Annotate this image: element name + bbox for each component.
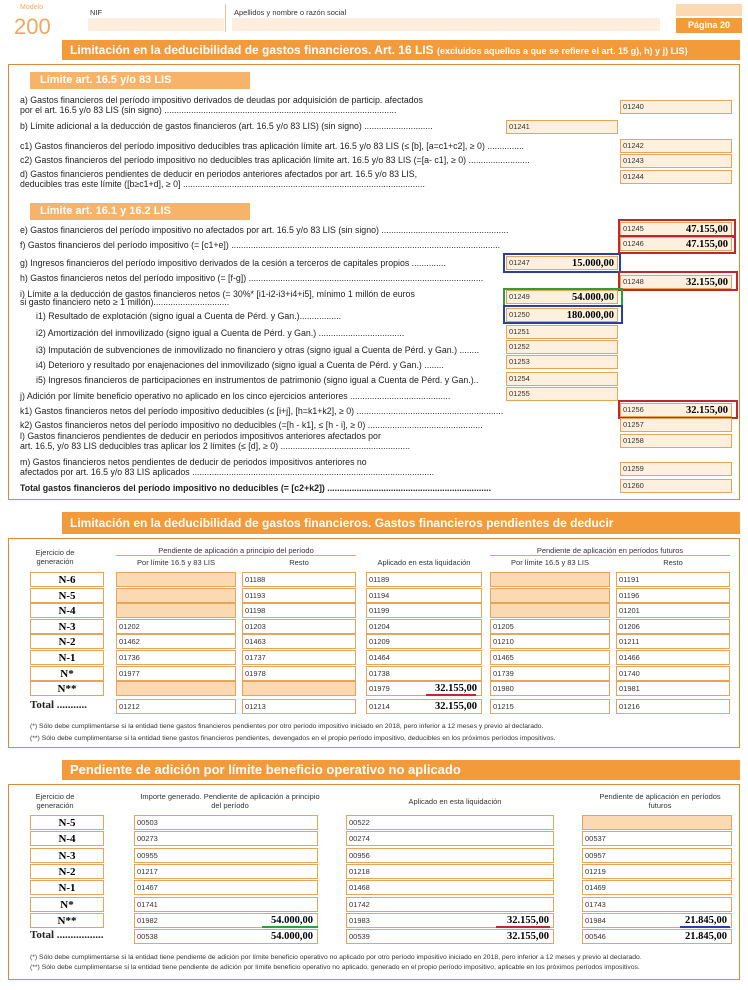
name-label: Apellidos y nombre o razón social — [234, 8, 347, 17]
field-01257[interactable]: 01257 — [620, 418, 732, 432]
year-N-2: N-2 — [30, 864, 104, 879]
s2-cell — [490, 572, 610, 587]
s2-hdr-resto2: Resto — [663, 558, 683, 567]
s2-cell[interactable] — [490, 666, 610, 681]
s2-hdr-pend-futuros: Pendiente de aplicación en períodos futuros — [490, 546, 730, 556]
field-code: 01189 — [369, 575, 390, 584]
field-code: 00537 — [585, 834, 606, 844]
field-01250[interactable]: 01250 180.000,00 — [506, 308, 618, 322]
s2-cell[interactable] — [242, 572, 356, 587]
row-l1: l) Gastos financieros pendientes de deducir en periodos impositivos anteriores afectados por — [20, 431, 381, 441]
field-code: 00538 — [137, 932, 158, 942]
field-code: 00957 — [585, 850, 606, 860]
s2-hdr-pend-inicio: Pendiente de aplicación a principio del período — [116, 546, 356, 556]
field-code: 01210 — [493, 637, 514, 647]
year-N-4: N-4 — [30, 603, 104, 618]
field-code: 01219 — [585, 866, 606, 876]
underline-01983 — [496, 926, 550, 928]
field-code: 01205 — [493, 621, 514, 631]
year-N-1: N-1 — [30, 650, 104, 665]
field-code: 01464 — [369, 653, 390, 662]
field-01240[interactable]: 01240 — [620, 100, 732, 114]
row-d1: d) Gastos financieros pendientes de deducir en periodos anteriores afectados por art. 16.5 y/o 83 LIS, — [20, 169, 418, 179]
field-01254[interactable]: 01254 — [506, 372, 618, 386]
value-total-2: 21.845,00 — [685, 931, 727, 943]
row-e: e) Gastos financieros del período impositivo no afectados por art. 16.5 y/o 83 LIS (sin signo) .................................................... — [20, 225, 509, 235]
s3-cell[interactable] — [134, 848, 318, 863]
field-01245[interactable]: 01245 47.155,00 — [620, 222, 732, 236]
s3-cell — [582, 815, 732, 830]
field-01247[interactable]: 01247 15.000,00 — [506, 256, 618, 270]
s2-cell[interactable] — [242, 634, 356, 649]
year-N-5: N-5 — [30, 815, 104, 830]
s3-hdr-importe: Importe generado. Pendiente de aplicación a principio del período — [140, 792, 320, 810]
row-m1: m) Gastos financieros netos pendientes de deducir de periodos impositivos anteriores no — [20, 457, 367, 467]
field-code: 00274 — [349, 834, 370, 844]
field-code: 01206 — [619, 621, 640, 631]
field-code: 01462 — [119, 637, 140, 647]
s3-cell[interactable] — [582, 897, 732, 912]
s3-cell[interactable] — [134, 864, 318, 879]
row-h: h) Gastos financieros netos del período impositivo (= [f-g]) ................................................................................................ — [20, 273, 484, 283]
s2-cell[interactable] — [490, 681, 610, 696]
year-N-6: N-6 — [30, 572, 104, 587]
s3-total-cell[interactable] — [134, 929, 318, 944]
field-code: 01196 — [619, 590, 640, 600]
field-code: 01982 — [137, 915, 158, 925]
underline-01979 — [426, 694, 476, 696]
field-01242[interactable]: 01242 — [620, 139, 732, 153]
s2-cell[interactable] — [242, 666, 356, 681]
s2-cell[interactable] — [366, 619, 482, 634]
field-code: 01203 — [245, 621, 266, 631]
field-01241[interactable]: 01241 — [506, 120, 618, 134]
year-Nstar*: N** — [30, 681, 104, 696]
s2-cell — [116, 681, 236, 696]
field-code: 01468 — [349, 883, 370, 893]
nif-label: NIF — [90, 8, 103, 17]
field-code: 01738 — [369, 668, 390, 678]
s3-cell[interactable] — [346, 880, 554, 895]
field-01253[interactable]: 01253 — [506, 355, 618, 369]
s2-cell[interactable] — [116, 650, 236, 665]
sub1-title: Límite art. 16.5 y/o 83 LIS — [30, 72, 250, 89]
field-01244[interactable]: 01244 — [620, 170, 732, 184]
field-code: 01465 — [493, 653, 514, 662]
s2-cell[interactable] — [366, 588, 482, 603]
value-01983: 32.155,00 — [507, 914, 549, 926]
s2-total-label: Total ........... — [30, 698, 88, 711]
s2-cell[interactable] — [366, 666, 482, 681]
s2-cell[interactable] — [366, 634, 482, 649]
value-01247: 15.000,00 — [572, 258, 614, 269]
s3-hdr-ejercicio: Ejercicio de generación — [35, 792, 75, 810]
value-01256: 32.155,00 — [686, 405, 728, 416]
s2-total-cell[interactable] — [242, 699, 356, 714]
s2-total-cell[interactable] — [116, 699, 236, 714]
row-c1: c1) Gastos financieros del período impositivo deducibles tras aplicación límite art. 16.5 y/o 83 LIS (≤ [b], [a=c1+c2], ≥ 0) ............... — [20, 141, 524, 151]
row-g: g) Ingresos financieros del período impositivo derivados de la cesión a terceros de capitales propios .............. — [20, 258, 446, 268]
value-total-1: 32.155,00 — [507, 931, 549, 943]
s2-cell[interactable] — [616, 588, 730, 603]
year-N-4: N-4 — [30, 831, 104, 846]
row-f: f) Gastos financieros del período impositivo (= [c1+e]) .............................................................................................................. — [20, 240, 501, 250]
field-01259[interactable]: 01259 — [620, 462, 732, 476]
row-m2: afectados por art. 16.5 y/o 83 LIS aplicados ................................................................................................... — [20, 467, 435, 477]
field-code: 01979 — [369, 684, 390, 694]
field-01243[interactable]: 01243 — [620, 154, 732, 168]
field-code: 01217 — [137, 866, 158, 876]
year-N-5: N-5 — [30, 588, 104, 603]
s2-cell[interactable] — [242, 588, 356, 603]
name-input[interactable] — [232, 18, 660, 31]
year-Nstar: N* — [30, 666, 104, 681]
s2-cell — [242, 681, 356, 696]
s3-cell[interactable] — [134, 815, 318, 830]
field-code: 00273 — [137, 834, 158, 844]
field-code: 01214 — [369, 701, 390, 711]
s2-cell[interactable] — [616, 650, 730, 665]
field-01252[interactable]: 01252 — [506, 340, 618, 354]
field-code: 01191 — [619, 575, 640, 584]
s3-cell[interactable] — [134, 880, 318, 895]
field-code: 00956 — [349, 850, 370, 860]
field-code: 01201 — [619, 606, 640, 616]
s2-cell[interactable] — [616, 666, 730, 681]
field-01260[interactable]: 01260 — [620, 479, 732, 493]
s2-cell[interactable] — [242, 603, 356, 618]
section1-title: Limitación en la deducibilidad de gastos financieros. Art. 16 LIS — [70, 43, 434, 57]
field-code: 01463 — [245, 637, 266, 647]
value-01984: 21.845,00 — [685, 914, 727, 926]
field-code: 01469 — [585, 883, 606, 893]
field-code: 01193 — [245, 590, 266, 600]
row-ii3: i3) Imputación de subvenciones de inmovilizado no financiero y otras (signo igual a Cuenta de Pérd. y Gan.) ........ — [36, 345, 480, 355]
field-01248[interactable]: 01248 32.155,00 — [620, 275, 732, 289]
highlight-01256 — [618, 400, 738, 419]
field-code: 01202 — [119, 621, 140, 631]
value-01245: 47.155,00 — [686, 224, 728, 235]
field-code: 01188 — [245, 575, 266, 584]
s3-total-label: Total ................. — [30, 929, 104, 942]
row-total: Total gastos financieros del período impositivo no deducibles (= [c2+k2]) ................................................................... — [20, 483, 492, 493]
row-a2: por el art. 16.5 y/o 83 LIS (sin signo) ............................................................................................... — [20, 105, 397, 115]
row-d2: deducibles tras este límite ([b≥c1+d], ≥ 0] ................................................................................................... — [20, 179, 425, 189]
field-code: 01977 — [119, 668, 140, 678]
highlight-01248 — [618, 271, 738, 291]
value-01246: 47.155,00 — [686, 239, 728, 250]
modelo-label: Modelo — [20, 4, 43, 11]
s2-cell[interactable] — [616, 572, 730, 587]
field-code: 00546 — [585, 932, 606, 942]
row-i2: si gasto financiero neto ≥ 1 millón)............................... — [20, 297, 230, 307]
year-N-2: N-2 — [30, 634, 104, 649]
s2-cell — [116, 572, 236, 587]
value-01248: 32.155,00 — [686, 277, 728, 288]
s3-cell[interactable] — [346, 815, 554, 830]
s3-cell[interactable] — [582, 880, 732, 895]
section1-title-note: (excluidos aquellos a que se refiere el art. 15 g), h) y j) LIS) — [436, 46, 688, 56]
s2-cell[interactable] — [366, 572, 482, 587]
field-code: 01978 — [245, 668, 266, 678]
field-code: 01198 — [245, 606, 266, 616]
field-code: 01742 — [349, 899, 370, 909]
value-01250: 180.000,00 — [566, 310, 614, 321]
field-code: 01466 — [619, 653, 640, 662]
field-code: 01981 — [619, 684, 640, 694]
field-code: 01211 — [619, 637, 640, 647]
s2-total-cell[interactable] — [366, 699, 482, 714]
s3-hdr-futuros: Pendiente de aplicación en períodos futuros — [599, 792, 721, 810]
value-01982: 54.000,00 — [271, 914, 313, 926]
s2-hdr-limite2: Por límite 16.5 y 83 LIS — [511, 558, 589, 567]
year-N-1: N-1 — [30, 880, 104, 895]
s2-cell[interactable] — [116, 619, 236, 634]
field-01246[interactable]: 01246 47.155,00 — [620, 237, 732, 251]
s3-note2: (**) Sólo debe cumplimentarse si la entidad tiene pendiente de adición por límite beneficio operativo no aplicado, generado en el propio período impositivo, aplicable en los próximos períodos impositivos. — [30, 964, 640, 971]
field-01258[interactable]: 01258 — [620, 434, 732, 448]
field-code: 00955 — [137, 850, 158, 860]
field-code: 01740 — [619, 668, 640, 678]
s3-cell[interactable] — [346, 848, 554, 863]
row-ii1: i1) Resultado de explotación (signo igual a Cuenta de Pérd. y Gan.)................. — [36, 311, 342, 321]
field-code: 01980 — [493, 684, 514, 694]
s2-cell[interactable] — [616, 681, 730, 696]
s3-hdr-aplicado: Aplicado en esta liquidación — [408, 797, 502, 806]
highlight-01246 — [618, 235, 736, 254]
s2-cell[interactable] — [366, 650, 482, 665]
underline-01984 — [680, 926, 730, 928]
s3-cell[interactable] — [346, 864, 554, 879]
section1-title-bar — [62, 40, 740, 60]
s2-note2: (**) Sólo debe cumplimentarse si la entidad tiene gastos financieros pendientes, devengados en el propio período impositivo, deducibles en los próximos períodos impositivos. — [30, 735, 556, 742]
value-01214: 32.155,00 — [435, 700, 477, 712]
s2-cell[interactable] — [116, 634, 236, 649]
page-label: Página 20 — [676, 18, 742, 33]
s3-total-cell[interactable] — [346, 929, 554, 944]
value-total-0: 54.000,00 — [271, 931, 313, 943]
field-code: 01741 — [137, 899, 158, 909]
field-code: 01984 — [585, 915, 606, 925]
underline-01982 — [262, 926, 318, 928]
field-code: 01215 — [493, 701, 514, 711]
s2-cell[interactable] — [490, 634, 610, 649]
s2-hdr-aplicado: Aplicado en esta liquidación — [377, 558, 471, 567]
s2-hdr-ejercicio: Ejercicio de generación — [35, 548, 75, 566]
s3-note1: (*) Sólo debe cumplimentarse si la entidad tiene pendiente de adición por límite beneficio operativo no aplicado por otro período impositivo iniciado en 2018, pero inferior a 12 meses y previo al declarado. — [30, 954, 642, 961]
value-01249: 54.000,00 — [572, 292, 614, 303]
s2-hdr-limite: Por límite 16.5 y 83 LIS — [137, 558, 215, 567]
s3-cell[interactable] — [346, 831, 554, 846]
year-Nstar: N* — [30, 897, 104, 912]
field-code: 01209 — [369, 637, 390, 647]
row-i1: i) Límite a la deducción de gastos financieros netos (= 30%* [i1-i2-i3+i4+i5], mínimo 1 millón de euros — [20, 289, 415, 299]
field-code: 01212 — [119, 701, 140, 711]
s2-cell — [490, 588, 610, 603]
row-b: b) Límite adicional a la deducción de gastos financieros (art. 16.5 y/o 83 LIS) (sin signo) ............................ — [20, 121, 433, 131]
s2-total-cell[interactable] — [490, 699, 610, 714]
row-k1: k1) Gastos financieros netos del período impositivo deducibles (≤ [i+j], [h=k1+k2], ≥ 0) ............................................................ — [20, 406, 504, 416]
s2-cell[interactable] — [490, 650, 610, 665]
s2-cell — [490, 603, 610, 618]
s2-cell[interactable] — [366, 603, 482, 618]
s3-cell[interactable] — [582, 831, 732, 846]
s3-cell[interactable] — [134, 831, 318, 846]
s3-total-cell[interactable] — [582, 929, 732, 944]
field-code: 01199 — [369, 606, 390, 616]
s2-cell — [116, 588, 236, 603]
row-j: j) Adición por límite beneficio operativo no aplicado en los cinco ejercicios anteriores ......................................... — [20, 391, 451, 401]
s2-cell[interactable] — [490, 619, 610, 634]
s3-cell[interactable] — [582, 864, 732, 879]
field-code: 01736 — [119, 653, 140, 662]
field-code: 01737 — [245, 653, 266, 662]
year-N-3: N-3 — [30, 848, 104, 863]
highlight-01247 — [503, 253, 621, 273]
highlight-01250 — [503, 305, 623, 324]
field-code: 01467 — [137, 883, 158, 893]
row-a1: a) Gastos financieros del período impositivo derivados de deudas por adquisición de particip. afectados — [20, 95, 423, 105]
field-01249[interactable]: 01249 54.000,00 — [506, 290, 618, 304]
s3-cell[interactable] — [346, 897, 554, 912]
s2-cell[interactable] — [242, 619, 356, 634]
row-c2: c2) Gastos financieros del período impositivo no deducibles tras aplicación límite art. 16.5 y/o 83 LIS (=[a- c1], ≥ 0) ......................... — [20, 155, 530, 165]
field-code: 01743 — [585, 899, 606, 909]
row-l2: art. 16.5, y/o 83 LIS deducibles tras aplicar los 2 límites (≤ [d], ≥ 0) ..................................................... — [20, 441, 411, 451]
field-01255[interactable]: 01255 — [506, 387, 618, 401]
s2-total-cell[interactable] — [616, 699, 730, 714]
sub2-title: Límite art. 16.1 y 16.2 LIS — [30, 203, 250, 220]
s3-cell[interactable] — [134, 897, 318, 912]
row-k2: k2) Gastos financieros netos del período impositivo no deducibles (=[h - k1], ≤ [h - i], ≥ 0) ............................................... — [20, 420, 483, 430]
modelo-number: 200 — [14, 14, 51, 39]
field-code: 00522 — [349, 818, 370, 827]
field-code: 01204 — [369, 621, 390, 631]
field-code: 01739 — [493, 668, 514, 678]
year-N-3: N-3 — [30, 619, 104, 634]
field-code: 01213 — [245, 701, 266, 711]
row-ii5: i5) Ingresos financieros de participaciones en instrumentos de patrimonio (signo igual a Cuenta de Pérd. y Gan.).. — [36, 375, 479, 385]
field-01256[interactable]: 01256 32.155,00 — [620, 403, 732, 417]
s2-hdr-resto: Resto — [289, 558, 309, 567]
row-ii2: i2) Amortización del inmovilizado (signo igual a Cuenta de Pérd. y Gan.) ................................... — [36, 328, 405, 338]
section2-title: Limitación en la deducibilidad de gastos financieros. Gastos financieros pendientes de deducir — [62, 512, 740, 534]
s2-note1: (*) Sólo debe cumplimentarse si la entidad tiene gastos financieros pendientes por otro período impositivo iniciado en 2018, pero inferior a 12 meses y previo al declarado. — [30, 723, 544, 730]
s2-cell[interactable] — [116, 666, 236, 681]
field-01251[interactable]: 01251 — [506, 325, 618, 339]
s3-cell[interactable] — [582, 848, 732, 863]
field-code: 00539 — [349, 932, 370, 942]
section3-title: Pendiente de adición por límite beneficio operativo no aplicado — [62, 760, 740, 780]
s2-cell[interactable] — [616, 634, 730, 649]
s2-cell[interactable] — [616, 603, 730, 618]
field-code: 00503 — [137, 818, 158, 827]
s2-cell[interactable] — [242, 650, 356, 665]
row-ii4: i4) Deterioro y resultado por enajenaciones del inmovilizado (signo igual a Cuenta de Pérd. y Gan.) ........ — [36, 360, 444, 370]
nif-input[interactable] — [88, 18, 224, 31]
page-indicator-top — [676, 4, 742, 16]
field-code: 01983 — [349, 915, 370, 925]
s2-cell — [116, 603, 236, 618]
year-Nstar*: N** — [30, 913, 104, 928]
field-code: 01216 — [619, 701, 640, 711]
s2-cell[interactable] — [616, 619, 730, 634]
field-code: 01194 — [369, 590, 390, 600]
value-01979: 32.155,00 — [435, 683, 477, 695]
field-code: 01218 — [349, 866, 370, 876]
